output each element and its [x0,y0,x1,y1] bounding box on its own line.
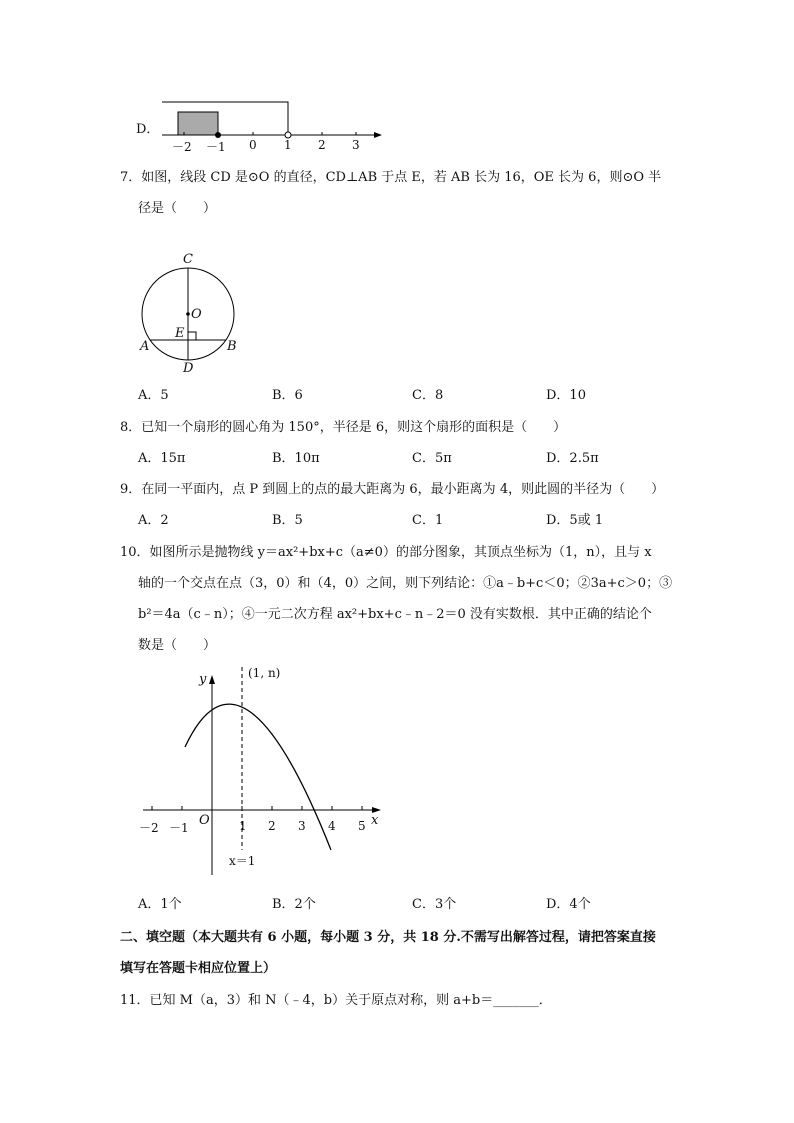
q9-option-a: A．2 [138,513,169,528]
q10-option-a: A．1个 [138,897,182,912]
q10-vertex-label: (1, n) [248,666,281,680]
q7-option-b: B．6 [272,388,303,403]
q10-x-tick-label: 3 [298,819,306,833]
q10-parabola-figure [135,665,395,880]
q7-label-d: D [183,361,194,376]
q9-option-b: B．5 [272,513,303,528]
q6-tick-label: 0 [249,138,257,152]
q7-option-a: A．5 [138,388,169,403]
q6-tick-label: －1 [206,140,226,154]
q7-option-d: D．10 [546,388,586,403]
q7-text-line2: 径是（ ） [138,201,217,216]
q10-origin-label: O [199,813,210,828]
q10-x-tick-label: 2 [268,819,276,833]
q7-label-o: O [191,307,202,322]
q8-option-c: C．5π [412,451,452,466]
q6-option-d [120,98,400,154]
q10-y-label: y [199,672,207,687]
q7-text-line1: 7．如图，线段 CD 是⊙O 的直径，CD⊥AB 于点 E，若 AB 长为 16，OE 长为 6，则⊙O 半 [120,170,662,185]
q7-center-point [186,312,190,316]
q10-text-line2: 轴的一个交点在点（3，0）和（4，0）之间，则下列结论：①a﹣b+c＜0；②3a+c＞0；③ [138,576,673,591]
q10-x-tick-label: －2 [139,821,159,835]
q6-shaded-region [178,112,218,135]
q7-option-c: C．8 [412,388,444,403]
q10-text-line3: b²＝4a（c﹣n）；④一元二次方程 ax²+bx+c﹣n﹣2＝0 没有实数根．其中正确的结论个 [138,607,652,622]
q10-x-tick-label: －1 [169,821,189,835]
q8-option-a: A．15π [138,451,186,466]
q6-tick-label: －2 [172,140,192,154]
q10-text-line4: 数是（ ） [138,638,217,653]
q6-option-d-label: D． [136,122,160,137]
q7-right-angle-mark [188,332,196,340]
q8-text: 8．已知一个扇形的圆心角为 150°，半径是 6，则这个扇形的面积是（ ） [120,420,567,435]
q7-label-c: C [183,252,193,267]
q6-axis-arrow [374,132,382,138]
q10-parabola-curve [185,704,331,850]
q11-text: 11．已知 M（a，3）和 N（﹣4，b）关于原点对称，则 a+b＝_______． [120,993,552,1008]
q6-tick-label: 1 [284,138,292,152]
q7-label-b: B [227,339,237,354]
q7-label-e: E [175,326,185,341]
q9-text: 9．在同一平面内，点 P 到圆上的点的最大距离为 6，最小距离为 4，则此圆的半径为（ ） [120,482,665,497]
q10-axis-of-symmetry-label: x＝1 [229,854,256,868]
q9-option-c: C．1 [412,513,444,528]
q10-text-line1: 10．如图所示是抛物线 y＝ax²+bx+c（a≠0）的部分图象，其顶点坐标为（1，n），且与 x [120,545,652,560]
q6-tick-label: 3 [352,138,360,152]
q8-option-b: B．10π [272,451,320,466]
q7-label-a: A [140,339,150,354]
section2-heading-line2: 填写在答题卡相应位置上） [120,961,277,976]
q6-tick-label: 2 [318,138,326,152]
q9-option-d: D．5或 1 [546,513,604,528]
q10-option-d: D．4个 [546,897,591,912]
q10-x-label: x [371,813,379,828]
q10-option-c: C．3个 [412,897,457,912]
section2-heading-line1: 二、填空题（本大题共有 6 小题，每小题 3 分，共 18 分.不需写出解答过程，请把答案直接 [120,930,656,945]
q10-y-axis-arrow [209,675,215,684]
q10-x-tick-label: 5 [358,819,366,833]
q10-x-tick-label: 1 [239,819,247,833]
q10-option-b: B．2个 [272,897,316,912]
q8-option-d: D．2.5π [546,451,599,466]
q10-x-tick-label: 4 [328,819,336,833]
